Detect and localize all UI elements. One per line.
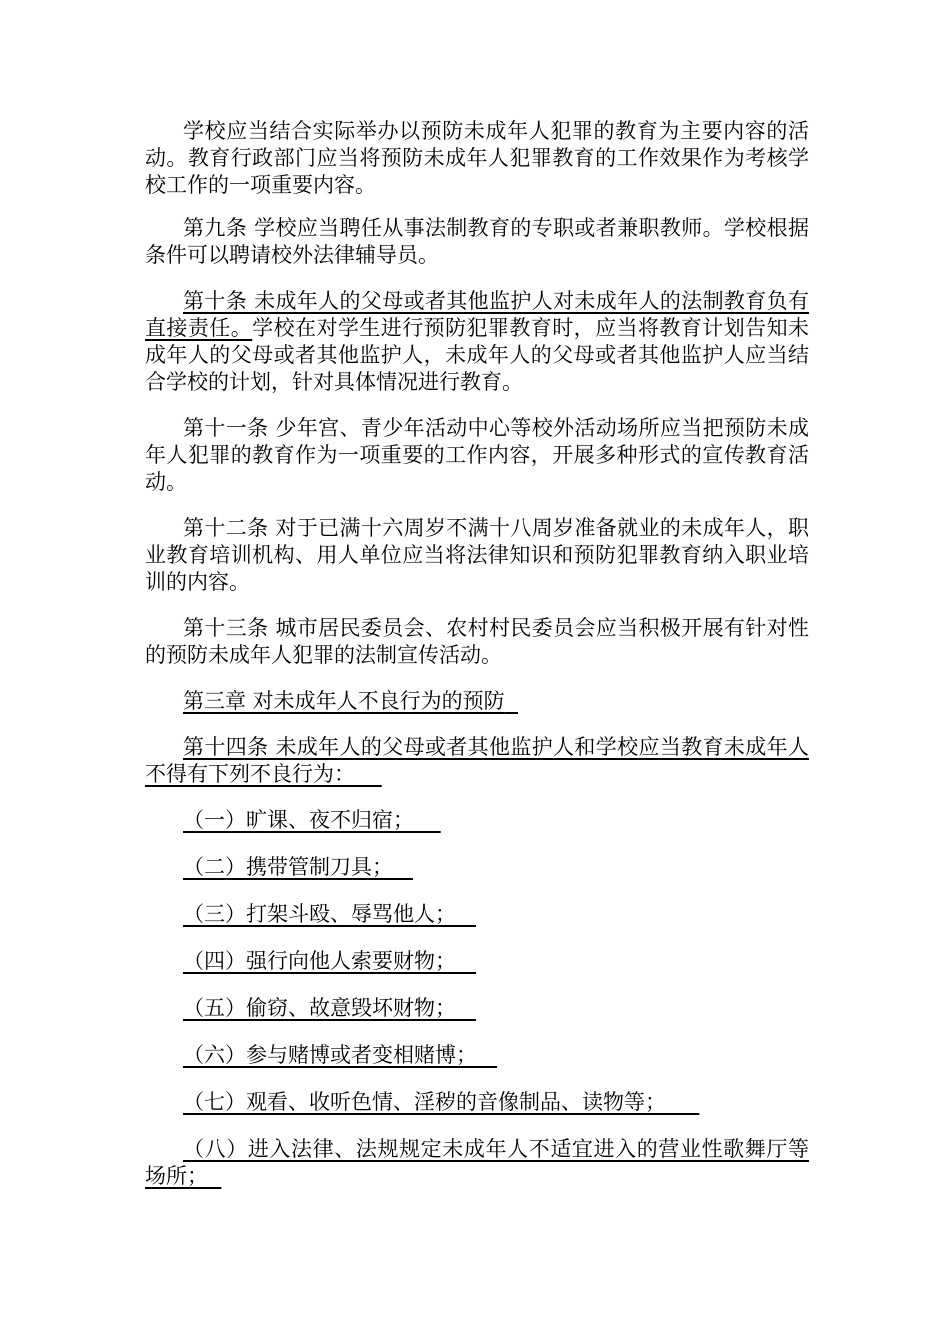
article-9: 第九条 学校应当聘任从事法制教育的专职或者兼职教师。学校根据条件可以聘请校外法律辅导员。 <box>145 216 809 267</box>
article-11: 第十一条 少年宫、青少年活动中心等校外活动场所应当把预防未成年人犯罪的教育作为一项重要的工作内容，开展多种形式的宣传教育活动。 <box>145 416 809 494</box>
article-14-text: 第十四条 未成年人的父母或者其他监护人和学校应当教育未成年人不得有下列不良行为： <box>145 735 809 786</box>
list-item-text: （六）参与赌博或者变相赌博； <box>183 1043 477 1067</box>
list-item <box>145 854 809 881</box>
article-10 <box>145 288 809 396</box>
list-item-text: （七）观看、收听色情、淫秽的音像制品、读物等； <box>183 1090 666 1114</box>
list-item-last <box>145 1136 809 1190</box>
list-item-text: （一）旷课、夜不归宿； <box>183 808 414 832</box>
list-item-text: （二）携带管制刀具； <box>183 855 393 879</box>
list-item-text: （四）强行向他人索要财物； <box>183 949 456 973</box>
list-item <box>145 948 809 975</box>
document-body <box>145 118 809 1209</box>
article-10-rest: 学校在对学生进行预防犯罪教育时，应当将教育计划告知未成年人的父母或者其他监护人，未成年人的父母或者其他监护人应当结合学校的计划，针对具体情况进行教育。 <box>145 316 810 394</box>
list-item-text: （五）偷窃、故意毁坏财物； <box>183 996 456 1020</box>
chapter-3-title: 第三章 对未成年人不良行为的预防 <box>183 689 505 713</box>
article-14 <box>145 734 809 788</box>
list-item-text: （八）进入法律、法规规定未成年人不适宜进入的营业性歌舞厅等场所； <box>145 1137 809 1188</box>
article-13: 第十三条 城市居民委员会、农村村民委员会应当积极开展有针对性的预防未成年人犯罪的法制宣传活动。 <box>145 616 809 667</box>
list-item <box>145 1042 809 1069</box>
list-item-text: （三）打架斗殴、辱骂他人； <box>183 902 456 926</box>
chapter-3-heading <box>145 688 809 715</box>
paragraph-school-activities: 学校应当结合实际举办以预防未成年人犯罪的教育为主要内容的活动。教育行政部门应当将预防未成年人犯罪教育的工作效果作为考核学校工作的一项重要内容。 <box>145 119 809 197</box>
list-item <box>145 1089 809 1116</box>
article-10-underlined: 第十条 未成年人的父母或者其他监护人对未成年人的法制教育负有直接责任。 <box>145 289 809 340</box>
article-12: 第十二条 对于已满十六周岁不满十八周岁准备就业的未成年人，职业教育培训机构、用人单位应当将法律知识和预防犯罪教育纳入职业培训的内容。 <box>145 516 809 594</box>
list-item <box>145 901 809 928</box>
list-item <box>145 995 809 1022</box>
list-item <box>145 807 809 834</box>
